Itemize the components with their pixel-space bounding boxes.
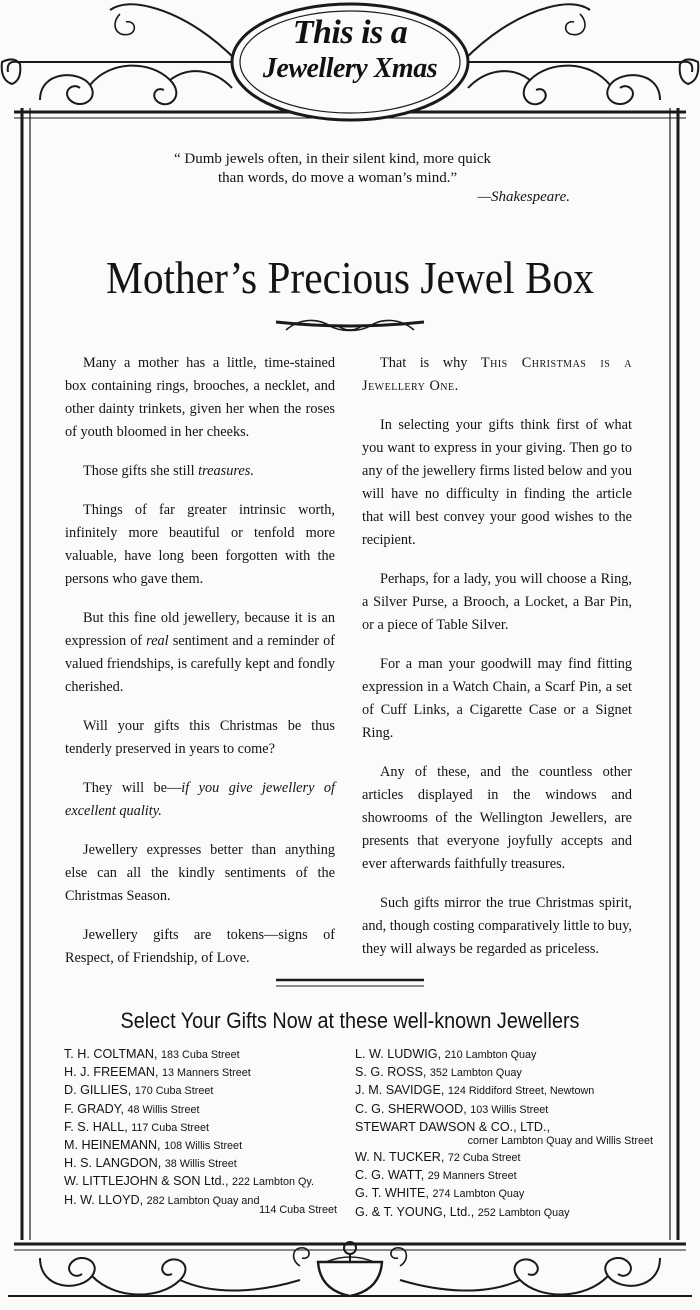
headline: Mother’s Precious Jewel Box — [106, 252, 594, 303]
jeweller-name: H. J. FREEMAN, — [64, 1065, 159, 1080]
jeweller-entry — [64, 1173, 354, 1191]
jeweller-entry — [355, 1046, 655, 1064]
jeweller-address: 38 Willis Street — [164, 1158, 237, 1171]
jeweller-address: 274 Lambton Quay — [432, 1188, 525, 1201]
banner-title — [240, 14, 460, 86]
jeweller-address: 170 Cuba Street — [134, 1085, 214, 1098]
jeweller-address: 13 Manners Street — [161, 1067, 251, 1080]
epigraph-line-2: than words, do move a woman’s mind.” — [218, 170, 458, 186]
left-paragraph-2-text: Those gifts she still — [83, 463, 199, 479]
jeweller-address: 282 Lambton Quay and — [146, 1194, 260, 1207]
jeweller-address: 108 Willis Street — [164, 1140, 243, 1153]
jewellers-list-right-extra — [355, 1132, 653, 1150]
left-paragraph-7: Jewellery expresses better than anything else can all the kindly sentiments of the Christmas Season. — [65, 842, 335, 904]
jeweller-name: W. N. TUCKER, — [355, 1150, 445, 1164]
left-paragraph-6-text: They will be— — [83, 780, 182, 796]
left-paragraph-5: Will your gifts this Christmas be thus tenderly preserved in years to come? — [65, 718, 335, 757]
jeweller-entry — [64, 1119, 354, 1137]
left-paragraph-6 — [65, 777, 335, 823]
jeweller-entry — [355, 1101, 655, 1119]
right-paragraph-5: Any of these, and the countless other articles displayed in the windows and showrooms of the Wellington Jewellers, are presents that everyone joyfully accepts and ever afterwards faithfully treasures. — [362, 764, 632, 872]
jeweller-address: 183 Cuba Street — [161, 1049, 240, 1061]
jeweller-name: T. H. COLTMAN, — [64, 1047, 158, 1061]
jeweller-address: 29 Manners Street — [427, 1170, 517, 1183]
jewellers-list-right — [355, 1046, 655, 1137]
right-paragraph-2: In selecting your gifts think first of what you want to express in your giving. Then go to any of the jewellery firms listed below and you will have no difficulty in finding the article that will best convey your good wishes to the recipient. — [362, 417, 632, 548]
jeweller-name: STEWART DAWSON & CO., LTD., — [355, 1119, 550, 1134]
jeweller-name: J. M. SAVIDGE, — [355, 1083, 445, 1098]
jeweller-address: 103 Willis Street — [470, 1103, 549, 1116]
epigraph-line-1: “ Dumb jewels often, in their silent kind, more quick — [174, 151, 492, 167]
jeweller-address: 352 Lambton Quay — [429, 1067, 522, 1080]
left-paragraph-2-emphasis: treasures. — [198, 463, 254, 479]
jewellers-heading: Select Your Gifts Now at these well-known Jewellers — [120, 1008, 580, 1033]
epigraph-attribution: —Shakespeare. — [477, 189, 570, 205]
left-paragraph-4 — [65, 607, 335, 699]
left-paragraph-3: Things of far greater intrinsic worth, infinitely more beautiful or tenfold more valuable, have long been forgotten with the persons who gave them. — [65, 502, 335, 587]
jeweller-name: F. S. HALL, — [64, 1119, 128, 1134]
jeweller-entry — [64, 1064, 354, 1082]
jeweller-entry — [64, 1046, 354, 1064]
jewellers-list-left — [64, 1046, 354, 1210]
jeweller-name: W. LITTLEJOHN & SON Ltd., — [64, 1174, 229, 1189]
jeweller-entry — [355, 1204, 655, 1222]
left-paragraph-2 — [65, 460, 335, 483]
jeweller-name: C. G. SHERWOOD, — [355, 1101, 467, 1116]
jeweller-address: 117 Cuba Street — [131, 1121, 210, 1134]
jeweller-entry — [355, 1149, 655, 1167]
banner-line-1: This is a — [292, 14, 408, 51]
right-paragraph-3: Perhaps, for a lady, you will choose a Ring, a Silver Purse, a Brooch, a Locket, a Bar Pin, or a piece of Table Silver. — [362, 571, 632, 633]
jeweller-address: 48 Willis Street — [127, 1103, 200, 1116]
jeweller-entry — [64, 1101, 354, 1119]
left-paragraph-4-text: But this fine old jewellery, because it is an expression of — [65, 610, 335, 649]
jeweller-address: 124 Riddiford Street, Newtown — [447, 1085, 595, 1098]
jeweller-address-continuation: corner Lambton Quay and Willis Street — [467, 1135, 653, 1147]
jeweller-address: 210 Lambton Quay — [444, 1049, 537, 1061]
right-paragraph-6: Such gifts mirror the true Christmas spirit, and, though costing comparatively little to buy, they will always be regarded as priceless. — [362, 895, 632, 957]
left-paragraph-4-tail: sentiment and a reminder of valued friendships, is carefully kept and fondly cherished. — [65, 633, 335, 695]
right-column — [362, 352, 632, 977]
right-paragraph-1 — [362, 352, 632, 398]
right-paragraph-1-smallcaps: This Christmas is a Jewellery One. — [362, 355, 632, 394]
left-paragraph-4-emphasis: real — [146, 633, 169, 649]
left-paragraph-1: Many a mother has a little, time-stained box containing rings, brooches, a necklet, and other dainty trinkets, given her when the roses of youth bloomed in her cheeks. — [65, 355, 335, 440]
jeweller-name: F. GRADY, — [64, 1101, 124, 1116]
banner-line-2: Jewellery Xmas — [262, 53, 438, 84]
jewellers-list-left-extra — [64, 1201, 337, 1219]
jeweller-entry — [355, 1064, 655, 1082]
jeweller-entry — [64, 1137, 354, 1155]
jeweller-entry — [355, 1167, 655, 1185]
jeweller-entry — [64, 1155, 354, 1173]
jeweller-address: 252 Lambton Quay — [477, 1206, 570, 1219]
epigraph — [150, 150, 590, 207]
jeweller-name: H. W. LLOYD, — [64, 1192, 144, 1207]
right-paragraph-4: For a man your goodwill may find fitting expression in a Watch Chain, a Scarf Pin, a set of Cuff Links, a Cigarette Case or a Signet Ring. — [362, 656, 632, 741]
jeweller-name: C. G. WATT, — [355, 1168, 425, 1183]
jeweller-name: S. G. ROSS, — [355, 1065, 427, 1080]
left-column — [65, 352, 335, 986]
jeweller-address: 222 Lambton Qy. — [231, 1176, 314, 1189]
right-paragraph-1-text: That is why — [380, 355, 481, 371]
jeweller-name: G. T. WHITE, — [355, 1186, 429, 1201]
jeweller-name: L. W. LUDWIG, — [355, 1047, 442, 1061]
jeweller-entry — [64, 1082, 354, 1100]
jeweller-entry — [355, 1185, 655, 1203]
jeweller-name: M. HEINEMANN, — [64, 1138, 161, 1153]
jeweller-address-continuation: 114 Cuba Street — [259, 1204, 337, 1216]
jeweller-name: G. & T. YOUNG, Ltd., — [355, 1204, 475, 1219]
jeweller-entry — [355, 1082, 655, 1100]
left-paragraph-8: Jewellery gifts are tokens—signs of Respect, of Friendship, of Love. — [65, 927, 335, 966]
left-paragraph-6-emphasis: if you give jewellery of excellent quality. — [65, 780, 335, 819]
jeweller-name: H. S. LANGDON, — [64, 1156, 162, 1171]
jewellers-list-right-2 — [355, 1149, 655, 1222]
jeweller-name: D. GILLIES, — [64, 1083, 132, 1098]
jeweller-address: 72 Cuba Street — [447, 1152, 521, 1164]
